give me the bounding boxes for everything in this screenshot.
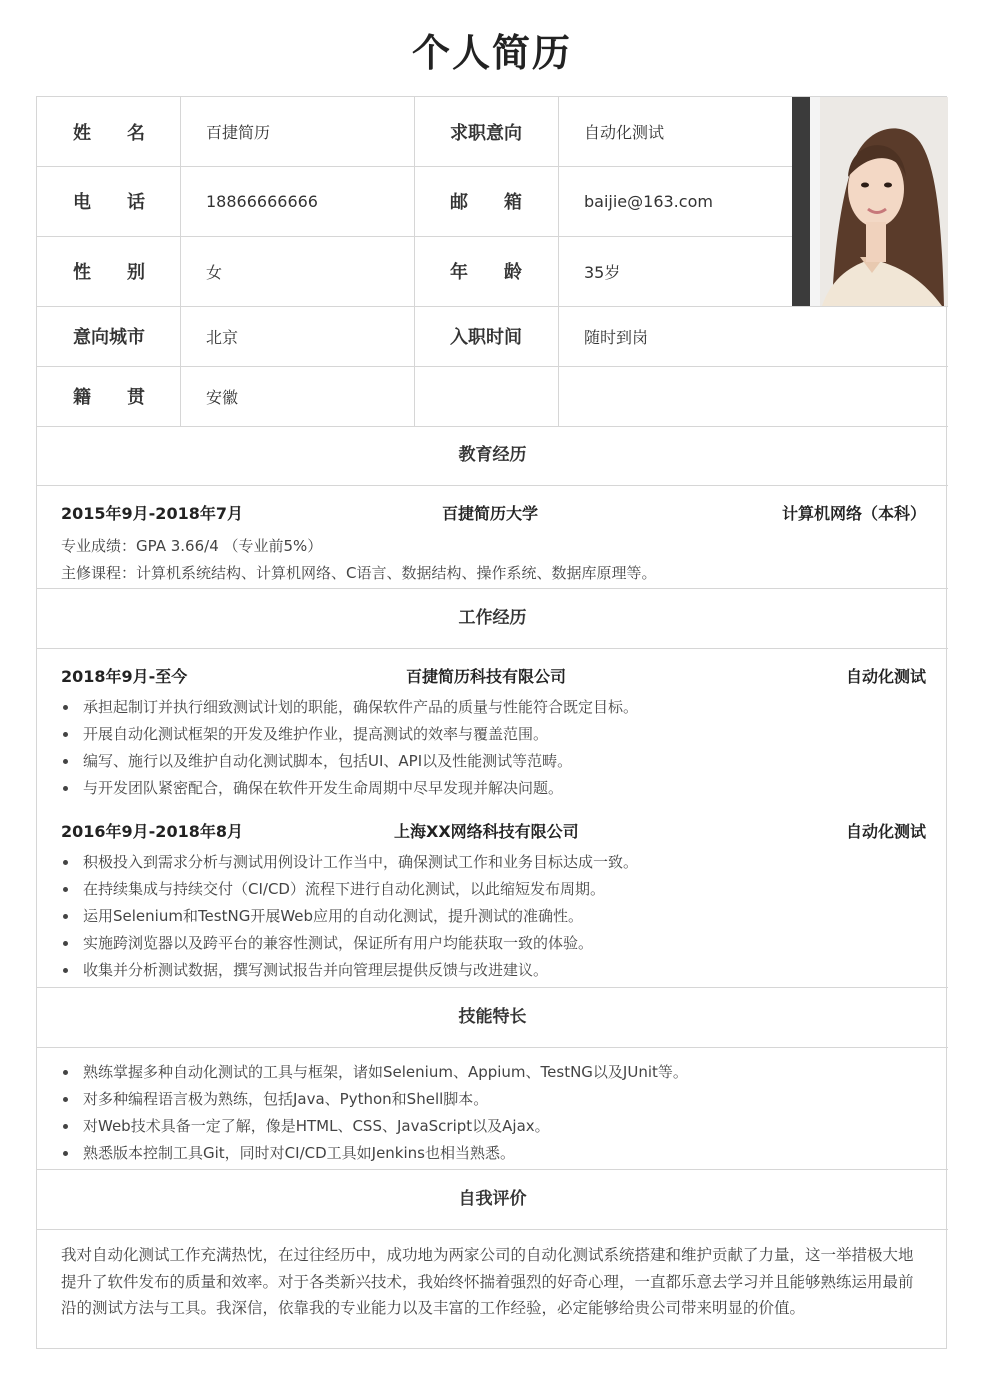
self-evaluation-heading: 自我评价 bbox=[458, 1189, 527, 1209]
job-intention-value: 自动化测试 bbox=[584, 123, 665, 142]
list-item: 对Web技术具备一定了解，像是HTML、CSS、JavaScript以及Ajax。 bbox=[61, 1113, 688, 1140]
list-item: 对多种编程语言极为熟练，包括Java、Python和Shell脚本。 bbox=[61, 1086, 688, 1113]
list-item: 与开发团队紧密配合，确保在软件开发生命周期中尽早发现并解决问题。 bbox=[61, 775, 638, 802]
age-label: 年 龄 bbox=[450, 262, 522, 283]
job-period: 2016年9月-2018年8月 bbox=[61, 822, 243, 841]
education-major: 计算机网络（本科） bbox=[781, 504, 926, 523]
job-bullets bbox=[61, 849, 638, 984]
job-period: 2018年9月-至今 bbox=[61, 667, 188, 686]
education-row bbox=[61, 501, 926, 525]
portrait-photo bbox=[792, 97, 948, 306]
list-item: 在持续集成与持续交付（CI/CD）流程下进行自动化测试，以此缩短发布周期。 bbox=[61, 876, 638, 903]
job-role: 自动化测试 bbox=[845, 667, 926, 686]
job-bullets bbox=[61, 694, 638, 802]
work-heading: 工作经历 bbox=[458, 608, 527, 628]
age-value: 35岁 bbox=[584, 262, 621, 282]
phone-value: 18866666666 bbox=[206, 191, 318, 211]
start-date-value: 随时到岗 bbox=[584, 327, 649, 347]
avatar bbox=[792, 97, 948, 306]
skills-bullets bbox=[61, 1059, 688, 1167]
page-title: 个人简历 bbox=[411, 31, 572, 75]
gender-label: 性 别 bbox=[73, 262, 145, 283]
section-divider bbox=[37, 1047, 948, 1048]
list-item: 收集并分析测试数据，撰写测试报告并向管理层提供反馈与改进建议。 bbox=[61, 957, 638, 984]
list-item: 承担起制订并执行细致测试计划的职能，确保软件产品的质量与性能符合既定目标。 bbox=[61, 694, 638, 721]
skills-heading: 技能特长 bbox=[458, 1007, 527, 1027]
hometown-label: 籍 贯 bbox=[73, 387, 145, 408]
education-school: 百捷简历大学 bbox=[442, 504, 539, 523]
self-evaluation-text: 我对自动化测试工作充满热忱，在过往经历中，成功地为两家公司的自动化测试系统搭建和维护贡献了力量，这一举措极大地提升了软件发布的质量和效率。对于各类新兴技术，我始终怀揣着强烈的好奇心理，一直都乐意去学习并且能够熟练运用最前沿的测试方法与工具。我深信，依靠我的专业能力以及丰富的工作经验，必定能够给贵公司带来明显的价值。 bbox=[61, 1246, 914, 1317]
list-item: 熟悉版本控制工具Git，同时对CI/CD工具如Jenkins也相当熟悉。 bbox=[61, 1140, 688, 1167]
list-item: 熟练掌握多种自动化测试的工具与框架，诸如Selenium、Appium、TestNG以及JUnit等。 bbox=[61, 1059, 688, 1086]
city-value: 北京 bbox=[206, 327, 239, 347]
city-label: 意向城市 bbox=[73, 327, 145, 348]
education-heading: 教育经历 bbox=[458, 445, 527, 465]
job-company: 上海XX网络科技有限公司 bbox=[394, 822, 579, 841]
email-label: 邮 箱 bbox=[450, 192, 522, 213]
email-value: baijie@163.com bbox=[584, 191, 713, 211]
job-row bbox=[61, 664, 926, 688]
section-divider bbox=[37, 485, 948, 486]
education-courses: 主修课程：计算机系统结构、计算机网络、C语言、数据结构、操作系统、数据库原理等。 bbox=[61, 564, 657, 582]
list-item: 实施跨浏览器以及跨平台的兼容性测试，保证所有用户均能获取一致的体验。 bbox=[61, 930, 638, 957]
job-intention-label: 求职意向 bbox=[450, 122, 522, 144]
section-divider bbox=[37, 648, 948, 649]
phone-label: 电 话 bbox=[73, 192, 145, 213]
education-score: 专业成绩：GPA 3.66/4 （专业前5%） bbox=[61, 537, 323, 555]
start-date-label: 入职时间 bbox=[450, 327, 522, 348]
list-item: 积极投入到需求分析与测试用例设计工作当中，确保测试工作和业务目标达成一致。 bbox=[61, 849, 638, 876]
hometown-value: 安徽 bbox=[206, 387, 239, 407]
gender-value: 女 bbox=[206, 262, 223, 282]
list-item: 编写、施行以及维护自动化测试脚本，包括UI、API以及性能测试等范畴。 bbox=[61, 748, 638, 775]
resume-frame bbox=[36, 96, 947, 1349]
education-period: 2015年9月-2018年7月 bbox=[61, 504, 243, 523]
section-divider bbox=[37, 1229, 948, 1230]
job-company: 百捷简历科技有限公司 bbox=[406, 667, 567, 686]
list-item: 运用Selenium和TestNG开展Web应用的自动化测试，提升测试的准确性。 bbox=[61, 903, 638, 930]
name-label: 姓 名 bbox=[73, 122, 145, 144]
list-item: 开展自动化测试框架的开发及维护作业，提高测试的效率与覆盖范围。 bbox=[61, 721, 638, 748]
job-row bbox=[61, 819, 926, 843]
job-role: 自动化测试 bbox=[845, 822, 926, 841]
name-value: 百捷简历 bbox=[206, 123, 271, 142]
